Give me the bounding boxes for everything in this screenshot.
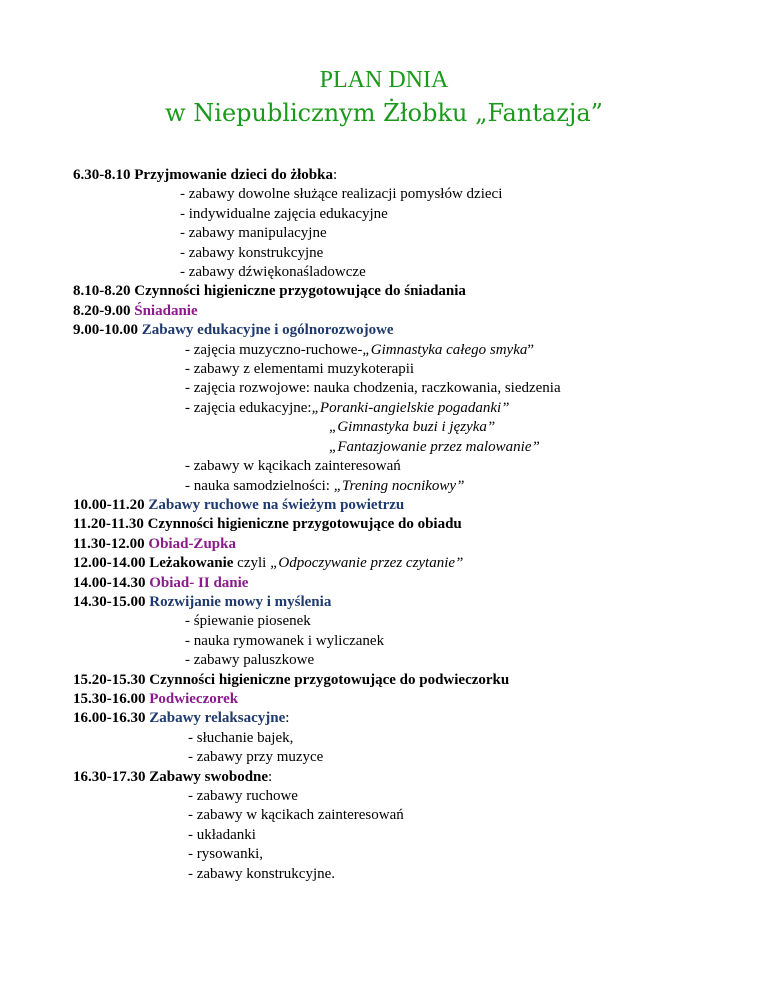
activity-label: Czynności higieniczne przygotowujące do obiadu	[143, 516, 462, 533]
schedule-entry	[73, 671, 753, 690]
schedule-entry	[73, 496, 753, 515]
schedule-entry	[73, 321, 753, 340]
time-range: 16.30-17.30	[73, 768, 146, 785]
activity-label: Czynności higieniczne przygotowujące do śniadania	[130, 283, 466, 300]
list-item: - zabawy w kącikach zainteresowań	[188, 807, 404, 824]
page-title: PLAN DNIA	[319, 67, 449, 93]
schedule-entry	[73, 535, 753, 554]
schedule-entry	[73, 593, 753, 612]
time-range: 12.00-14.00	[73, 555, 146, 572]
activity-label: Podwieczorek	[145, 690, 239, 707]
list-item: - rysowanki,	[188, 846, 263, 863]
schedule-entry: 12.00-14.00 Leżakowanie czyli „Odpoczywanie przez czytanie”	[73, 555, 464, 572]
schedule-entry: 16.00-16.30 Zabawy relaksacyjne:	[73, 710, 290, 727]
list-item: - śpiewanie piosenek	[185, 613, 311, 630]
list-item: - zabawy z elementami muzykoterapii	[185, 361, 415, 378]
list-item: - zabawy paluszkowe	[185, 652, 315, 669]
list-item: - zabawy przy muzyce	[188, 749, 324, 766]
label-suffix: :	[332, 167, 338, 183]
list-item: „Gimnastyka buzi i języka”	[329, 419, 496, 436]
activity-label: Obiad- II danie	[145, 574, 249, 591]
time-range: 16.00-16.30	[73, 710, 146, 727]
time-range: 6.30-8.10	[73, 167, 131, 183]
time-range: 14.30-15.00	[73, 593, 146, 610]
list-item: - zajęcia rozwojowe: nauka chodzenia, raczkowania, siedzenia	[185, 380, 561, 397]
list-item: - zabawy dowolne służące realizacji pomysłów dzieci	[180, 186, 503, 203]
list-item: - zabawy konstrukcyjne.	[188, 865, 336, 882]
time-range: 15.20-15.30	[73, 671, 146, 688]
activity-label: Obiad-Zupka	[144, 535, 236, 552]
activity-label: Leżakowanie	[145, 555, 234, 572]
schedule-entry	[73, 302, 753, 321]
schedule	[73, 166, 753, 884]
list-item: - nauka samodzielności: „Trening nocnikowy”	[185, 477, 465, 494]
list-item: - zajęcia muzyczno-ruchowe-„Gimnastyka całego smyka”	[185, 341, 535, 358]
time-range: 9.00-10.00	[73, 322, 138, 339]
list-item: - zabawy ruchowe	[188, 788, 298, 804]
time-range: 8.10-8.20	[73, 283, 131, 300]
list-item: - zabawy w kącikach zainteresowań	[185, 458, 401, 475]
activity-label: Przyjmowanie dzieci do żłobka	[134, 167, 333, 183]
page-subtitle: w Niepublicznym Żłobku „Fantazja”	[165, 99, 603, 127]
activity-label: Zabawy swobodne	[145, 768, 269, 785]
schedule-entry	[73, 690, 753, 709]
list-item: - nauka rymowanek i wyliczanek	[185, 632, 385, 649]
schedule-entry: 16.30-17.30 Zabawy swobodne:	[73, 768, 273, 785]
time-range: 11.30-12.00	[73, 535, 145, 552]
list-item: - układanki	[188, 826, 256, 843]
activity-label: Zabawy ruchowe na świeżym powietrzu	[144, 496, 405, 513]
schedule-entry	[73, 282, 753, 301]
list-item: „Fantazjowanie przez malowanie”	[329, 438, 540, 455]
list-item: - zabawy manipulacyjne	[180, 225, 327, 242]
time-range: 15.30-16.00	[73, 690, 146, 707]
activity-label: Zabawy edukacyjne i ogólnorozwojowe	[138, 322, 394, 339]
activity-label: Czynności higieniczne przygotowujące do podwieczorku	[145, 671, 510, 688]
schedule-entry	[73, 166, 753, 185]
schedule-entry	[73, 515, 753, 534]
list-item: - słuchanie bajek,	[188, 729, 294, 746]
schedule-entry	[73, 574, 753, 593]
time-range: 14.00-14.30	[73, 574, 146, 591]
activity-label: Śniadanie	[130, 302, 198, 319]
list-item: - zabawy dźwiękonaśladowcze	[180, 264, 366, 281]
list-item: - zajęcia edukacyjne:„Poranki-angielskie pogadanki”	[185, 399, 510, 416]
activity-label: Rozwijanie mowy i myślenia	[145, 593, 332, 610]
time-range: 10.00-11.20	[73, 496, 145, 513]
time-range: 8.20-9.00	[73, 302, 131, 319]
list-item: - indywidualne zajęcia edukacyjne	[180, 205, 388, 222]
time-range: 11.20-11.30	[73, 516, 144, 533]
activity-label: Zabawy relaksacyjne	[145, 710, 286, 727]
list-item: - zabawy konstrukcyjne	[180, 244, 324, 261]
